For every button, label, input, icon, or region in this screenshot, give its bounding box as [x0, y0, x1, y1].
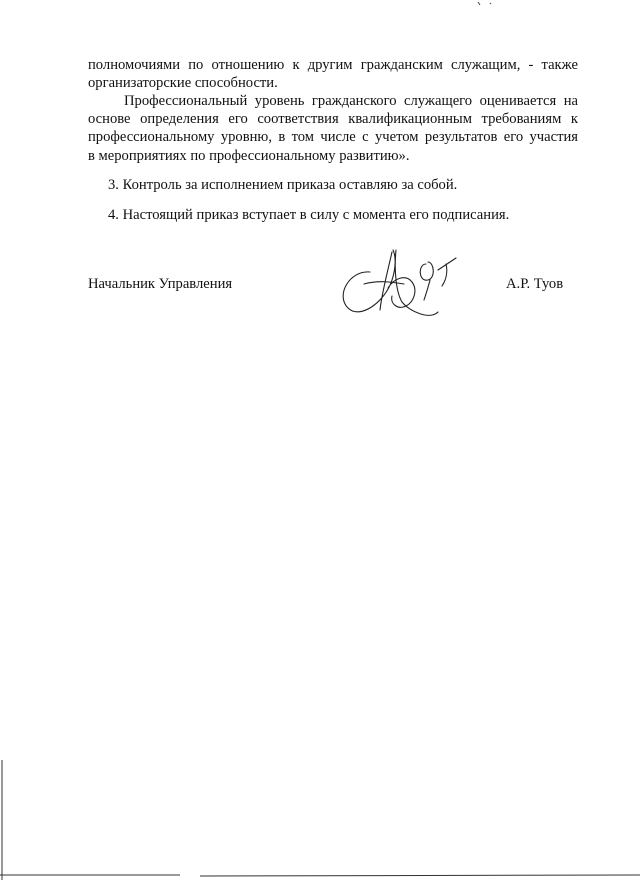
line-1: полномочиями по отношению к другим гражданским служащим, - также	[88, 57, 578, 73]
line-2: организаторские способности.	[88, 75, 278, 92]
item-3	[88, 176, 578, 194]
line-6: в мероприятиях по профессиональному развитию».	[88, 147, 410, 164]
scan-edge-left	[0, 700, 4, 880]
item-4	[88, 206, 578, 224]
signatory-position: Начальник Управления	[88, 276, 233, 292]
signatory-name: А.Р. Туов	[506, 276, 564, 292]
item-4-text: 4. Настоящий приказ вступает в силу с момента его подписания.	[108, 207, 510, 223]
line-3: Профессиональный уровень гражданского служащего оценивается на	[124, 93, 578, 109]
paragraph-professional-level	[88, 92, 578, 165]
line-4: основе определения его соответствия квалификационным требованиям к	[88, 111, 578, 128]
scan-mark	[476, 0, 496, 8]
item-3-text: 3. Контроль за исполнением приказа оставляю за собой.	[108, 177, 458, 193]
line-5: профессиональному уровню, в том числе с учетом результатов его участия	[88, 129, 578, 146]
handwritten-signature	[330, 240, 480, 330]
paragraph-continuation	[88, 56, 578, 92]
scan-edge-bottom	[0, 872, 640, 880]
